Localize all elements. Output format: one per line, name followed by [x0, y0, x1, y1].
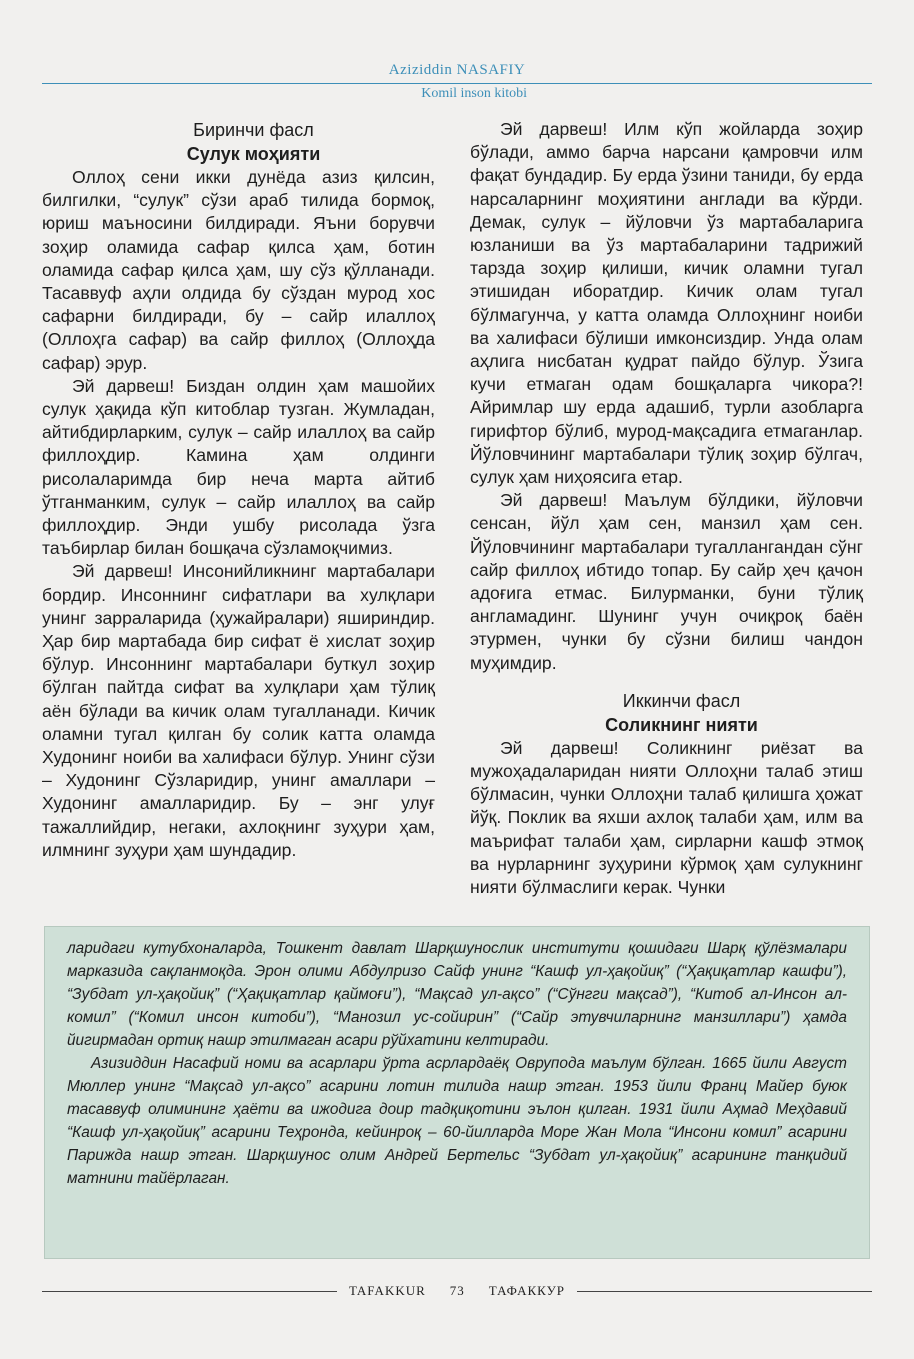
section-spacer: [470, 675, 863, 689]
footer-journal-cyrillic: ТАФАККУР: [488, 1283, 565, 1298]
header-book-title: Komil inson kitobi: [421, 86, 527, 101]
running-header: [42, 62, 872, 102]
page-footer: [42, 1283, 872, 1299]
footer-rule-left: [42, 1291, 337, 1292]
footer-rule-right: [577, 1291, 872, 1292]
footnote-box: [44, 926, 870, 1259]
section1-title: Сулук моҳияти: [186, 144, 321, 164]
paragraph: Оллоҳ сени икки дунёда азиз қилсин, билгилки, “сулук” сўзи араб тилида бормоқ, юриш маъносини билдиради. Яъни борувчи зоҳир оламида сафар қилса ҳам, ботин оламида сафар қилса ҳам, шу сўз қўлланади. Тасаввуф аҳли олдида бу сўздан мурод хос сафарни билдиради, бу – сайр илаллоҳ (Оллоҳга сафар) ва сайр филлоҳ (Оллоҳда сафар) эрур.: [42, 167, 435, 373]
header-author: Aziziddin NASAFIY: [388, 62, 526, 78]
section2-title: Соликнинг нияти: [605, 714, 758, 735]
right-column: [470, 118, 863, 899]
left-column: [42, 118, 435, 862]
section1-label: Биринчи фасл: [193, 120, 314, 140]
paragraph: Эй дарвеш! Соликнинг риёзат ва мужоҳадаларидан нияти Оллоҳни талаб этиш бўлмасин, чунки Оллоҳни талаб қилишга ҳожат йўқ. Поклик ва яхши ахлоқ талаби ҳам, илм ва маърифат талаби ҳам, сирларни кашф этмоқ ва нурларнинг зуҳурини кўрмоқ ҳам сулукнинг нияти бўлмаслиги керак. Чунки: [470, 737, 863, 898]
paragraph: Эй дарвеш! Илм кўп жойларда зоҳир бўлади, аммо барча нарсани қамровчи илм фақат бундадир. Бу ерда ўзини таниди, бу ерда нарсаларнинг моҳиятини англади ва кўрди. Демак, сулук – йўловчи ўз мартабаларига юзланиши ва ўз мартабаларини тадрижий тарзда зоҳир қилиши, кичик оламни тугал этишидан иборатдир. Кичик олам тугал бўлмагунча, у катта оламда Оллоҳнинг ноиби ва халифаси бўлиши имконсиздир. Унда олам аҳлига нисбатан қудрат пайдо бўлур. Ўзига кучи етмаган одам бошқаларга чикора?! Айримлар шу ерда адашиб, турли азобларга гирифтор бўлиб, мурод-мақсадига етмаганлар. Йўловчининг мартабалари тўлиқ зоҳир бўлгач, сулук ҳам ниҳоясига етар.: [470, 119, 863, 488]
paragraph: Эй дарвеш! Инсонийликнинг мартабалари бордир. Инсоннинг сифатлари ва хулқлари унинг зарраларида (ҳужайралари) яшириндир. Ҳар бир мартабада бир сифат ё хислат зоҳир бўлур. Инсоннинг мартабалари буткул зоҳир бўлган пайтда сифат ва хулқлари ҳам тўлиқ аён бўлади ва кичик олам тугалланади. Кичик оламни тугал қилган бу солик катта оламда Худонинг ноиби ва халифаси бўлур. Унинг сўзи – Худонинг Сўзларидир, унинг амаллари – Худонинг амалларидир. Бу – энг улуғ тажаллийдир, негаки, ахлоқнинг зуҳури ҳам, илмнинг зуҳури ҳам шундадир.: [42, 561, 435, 860]
header-rule: [42, 83, 872, 84]
footer-journal-latin: TAFAKKUR: [349, 1283, 426, 1298]
page-number: 73: [449, 1283, 465, 1298]
footnote-paragraph: ларидаги кутубхоналарда, Тошкент давлат Шарқшунослик институти қошидаги Шарқ қўлёзмалари марказида сақланмоқда. Эрон олими Абдулризо Сайф унинг “Кашф ул-ҳақойиқ” (“Ҳақиқатлар кашфи”), “Зубдат ул-ҳақойиқ” (“Ҳақиқатлар қаймоғи”), “Мақсад ул-ақсо” (“Сўнгги мақсад”), “Китоб ал-Инсон ал-комил” (“Комил инсон китоби”), “Манозил ус-сойирин” (“Сайр этувчиларнинг манзиллари”) ҳамда йигирмадан ортиқ нашр этилмаган асари рўйхатини келтиради.: [67, 940, 847, 1049]
footnote-paragraph: Азизиддин Насафий номи ва асарлари ўрта асрлардаёқ Оврупода маълум бўлган. 1665 йили Август Мюллер унинг “Мақсад ул-ақсо” асарини лотин тилида нашр этган. 1953 йили Франц Майер буюк тасаввуф олимининг ҳаёти ва ижодига доир тадқиқотини эълон қилган. 1931 йили Аҳмад Меҳдавий “Кашф ул-ҳақойиқ” асарини Теҳронда, кейинроқ – 60-йилларда Море Жан Мола “Инсони комил” асарини Парижда нашр этган. Шарқшунос олим Андрей Бертельс “Зубдат ул-ҳақойиқ” асарининг танқидий матнини тайёрлаган.: [67, 1055, 847, 1187]
paragraph: Эй дарвеш! Маълум бўлдики, йўловчи сенсан, йўл ҳам сен, манзил ҳам сен. Йўловчининг мартабалари тугаллангандан сўнг сайр филлоҳ ибтидо топар. Бу сайр ҳеч қачон адоғига етмас. Билурманки, буни тўлиқ англамадинг. Шунинг учун очиқроқ баён этурмен, чунки бу сўзни билиш чандон муҳимдир.: [470, 490, 863, 673]
section2-label: Иккинчи фасл: [622, 690, 741, 711]
paragraph: Эй дарвеш! Биздан олдин ҳам машойих сулук ҳақида кўп китоблар тузган. Жумладан, айтибдирларким, сулук – сайр илаллоҳ ва сайр филлоҳдир. Камина ҳам олдинги рисолаларимда бир неча марта айтиб ўтганманким, сулук – сайр илаллоҳ ва сайр филлоҳдир. Энди ушбу рисолада ўзга таъбирлар билан бошқача сўзламоқчимиз.: [42, 375, 435, 559]
